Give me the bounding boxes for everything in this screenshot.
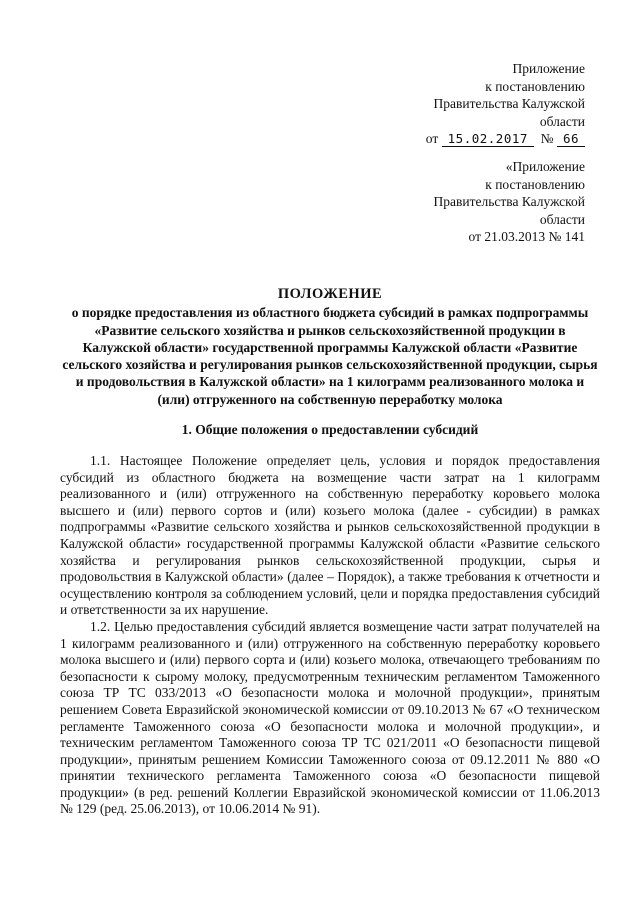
document-title xyxy=(60,286,600,408)
annex-line: Правительства Калужской xyxy=(433,96,585,111)
title-heading: ПОЛОЖЕНИЕ xyxy=(277,286,383,302)
number-prefix: № xyxy=(540,131,554,146)
annex-line: к постановлению xyxy=(485,78,585,94)
section-body xyxy=(60,453,600,818)
date-value: 15.02.2017 xyxy=(442,132,534,147)
annex-line: Правительства Калужской xyxy=(433,194,585,209)
annex-line: к постановлению xyxy=(485,176,585,192)
annex-current xyxy=(426,60,585,148)
annex-line: «Приложение xyxy=(505,159,585,174)
annex-line: от 21.03.2013 № 141 xyxy=(468,229,585,244)
date-prefix: от xyxy=(425,131,439,146)
paragraph: 1.1. Настоящее Положение определяет цель, условия и порядок предоставления субсидий из областного бюджета на возмещение части затрат на 1 килограмм реализованного и (или) отгруженного на собственную переработку коровьего молока высшего и (или) первого сортов и (или) козьего молока (далее - субсидии) в рамках подпрограммы «Развитие сельского хозяйства и рынков сельскохозяйственной продукции в Калужской области» государственной программы Калужской области «Развитие сельского хозяйства и регулирования рынков сельскохозяйственной продукции, сырья и продовольствия в Калужской области» (далее – Порядок), а также требования к отчетности и осуществлению контроля за соблюдением условий, цели и порядка предоставления субсидий и ответственности за их нарушение. xyxy=(60,453,600,618)
annex-date-line xyxy=(426,130,585,148)
number-value: 66 xyxy=(557,132,585,147)
title-subtitle: о порядке предоставления из областного бюджета субсидий в рамках подпрограммы «Развитие сельского хозяйства и рынков сельскохозяйственной продукции в Калужской области» государственной программы Калужской области «Развитие сельского хозяйства и регулирования рынков сельскохозяйственной продукции, сырья и продовольствия в Калужской области» на 1 килограмм реализованного молока и (или) отгруженного на собственную переработку молока xyxy=(62,305,598,407)
annex-line: Приложение xyxy=(512,61,585,76)
annex-line: области xyxy=(539,211,585,227)
annex-original xyxy=(434,158,586,246)
annex-line: области xyxy=(539,113,585,129)
section-heading: 1. Общие положения о предоставлении субсидий xyxy=(181,422,479,437)
paragraph: 1.2. Целью предоставления субсидий является возмещение части затрат получателей на 1 килограмм реализованного и (или) отгруженного на собственную переработку коровьего молока высшего и (или) первого сорта и (или) козьего молока, отвечающего требованиям по безопасности к сырому молоку, предусмотренным техническим регламентом Таможенного союза ТР ТС 033/2013 «О безопасности молока и молочной продукции», принятым решением Совета Евразийской экономической комиссии от 09.10.2013 № 67 «О техническом регламенте Таможенного союза «О безопасности молока и молочной продукции», и техническим регламентом Таможенного союза ТР ТС 021/2011 «О безопасности пищевой продукции», принятым решением Комиссии Таможенного союза от 09.12.2011 № 880 «О принятии технического регламента Таможенного союза «О безопасности пищевой продукции» (в ред. решений Коллегии Евразийской экономической комиссии от 11.06.2013 № 129 (ред. 25.06.2013), от 10.06.2014 № 91). xyxy=(60,618,600,817)
